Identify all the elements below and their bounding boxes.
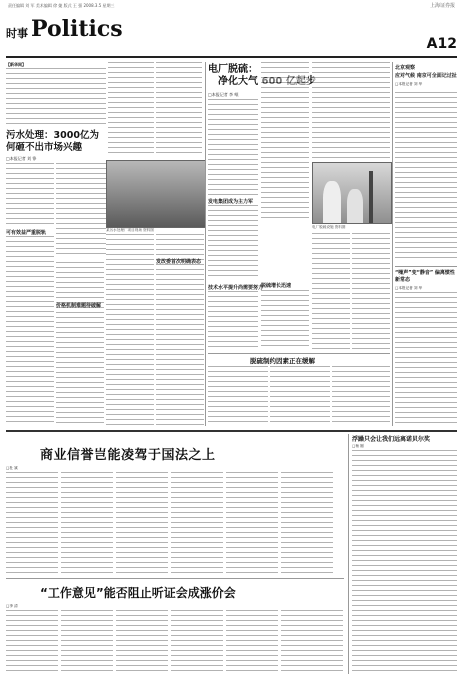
chimney-icon	[369, 171, 373, 223]
left-body-3	[6, 236, 54, 426]
bottom2-body-1	[6, 610, 58, 674]
band-body-2	[270, 366, 330, 426]
bottom-center-headline: “工作意见”能否阻止听证会成涨价会	[40, 586, 236, 600]
left-subhead-3: 发改委首次明确表态	[156, 259, 202, 265]
bottom-body-6	[281, 472, 333, 574]
center-body-3	[208, 291, 258, 349]
bottom-center-byline: □李 清	[6, 604, 18, 608]
right-box-rule	[395, 266, 457, 267]
bottom-body-4	[171, 472, 223, 574]
bottom2-body-2	[61, 610, 113, 674]
divider-2	[392, 62, 393, 426]
divider-1	[205, 62, 206, 426]
right-body-1	[395, 92, 457, 262]
bottom2-body-4	[171, 610, 223, 674]
center-headline-2: 净化大气 600 亿起步	[218, 76, 316, 87]
left-mid-body-1	[56, 163, 106, 258]
bottom-body-3	[116, 472, 168, 574]
center-subhead-3: 脱硫增长迅速	[261, 283, 292, 289]
center-body-5	[261, 290, 309, 350]
band-body-3	[332, 366, 390, 426]
band-rule-top	[208, 353, 390, 354]
bottom-body-2	[61, 472, 113, 574]
section-label: 【新华网】	[6, 62, 26, 67]
top-col3-body	[156, 62, 202, 156]
center-body-8	[352, 233, 390, 350]
top-bar-left: 责任编辑 刘 军 美术编辑 徐 婕 版式 王 强 2008.3.5 星期三	[8, 3, 115, 8]
right-body-2	[395, 292, 457, 426]
page-number: A12	[426, 36, 457, 52]
center-byline: □本报记者 李 岷	[208, 92, 239, 97]
right-headline: 应对气候 南京可全面记过扯	[395, 73, 457, 79]
bottom-rule	[6, 430, 457, 432]
bottom-body-5	[226, 472, 278, 574]
bottom-center-rule	[6, 578, 344, 579]
right-column	[395, 64, 457, 87]
center-body-2	[208, 205, 258, 280]
plant-photo-caption	[312, 225, 390, 230]
masthead-rule	[6, 56, 457, 58]
center-headline-1: 电厂脱硫：	[208, 64, 258, 75]
cooling-tower-icon	[347, 189, 363, 223]
water-photo-caption: 某污水处理厂项目现场 资料图	[106, 228, 154, 232]
bottom-right-body	[352, 450, 457, 674]
masthead-cn: 时事	[6, 27, 28, 40]
cooling-tower-icon	[323, 181, 341, 223]
right-box-headline: “噪声”变“静音” 偏离惯性新常态	[395, 270, 455, 283]
center-body-6	[312, 62, 390, 158]
plant-caption-text: 电厂脱硫设施	[312, 225, 334, 229]
masthead-en: Politics	[31, 16, 123, 42]
right-byline: □本报记者 刘 华	[395, 81, 423, 86]
plant-caption-credit: 资料图	[334, 225, 346, 229]
left-mid-body-2	[56, 262, 104, 426]
center-subhead-2: 技术水平提升尚需要努力	[208, 285, 264, 291]
bottom-right-byline: □杨 刚	[352, 444, 364, 448]
bottom2-body-6	[281, 610, 343, 674]
power-plant-photo	[312, 162, 392, 224]
left-body-1	[6, 68, 106, 126]
masthead	[6, 18, 156, 52]
small-headline: 脱硫制约因素正在缓解	[250, 357, 315, 365]
top-col2-body	[108, 62, 154, 156]
bottom2-body-3	[116, 610, 168, 674]
left-subhead-1: 可有效益严重脱轨	[6, 230, 47, 236]
bottom-divider	[348, 434, 349, 674]
right-top-label: 北京观察	[395, 65, 416, 71]
left-headline: 污水处理：3000亿为何砸不出市场兴趣	[6, 130, 99, 153]
band-body-1	[208, 366, 268, 426]
top-bar	[0, 0, 463, 10]
center-body-4	[261, 62, 309, 222]
bottom-left-headline: 商业信誉岂能凌驾于国法之上	[40, 448, 216, 463]
bottom-left-byline: □杜 斌	[6, 466, 18, 470]
top-bar-right: 上海证券报	[429, 3, 455, 9]
center-body-1	[208, 99, 258, 195]
bottom2-body-5	[226, 610, 278, 674]
left-byline: □本报记者 刘 铮	[6, 156, 37, 161]
right-box-byline: □本报记者 刘 华	[395, 286, 423, 290]
center-body-7	[312, 233, 350, 350]
col3-body	[106, 234, 154, 426]
bottom-right-headline: 浮躁只会让我们远离诺贝尔奖	[352, 436, 431, 443]
center-subhead-1: 发电集团成为主力军	[208, 199, 254, 205]
left-subhead-2: 价格机制难题待破解	[56, 303, 102, 309]
water-treatment-photo	[106, 160, 206, 228]
left-body-2	[6, 163, 54, 225]
bottom-body-1	[6, 472, 58, 574]
